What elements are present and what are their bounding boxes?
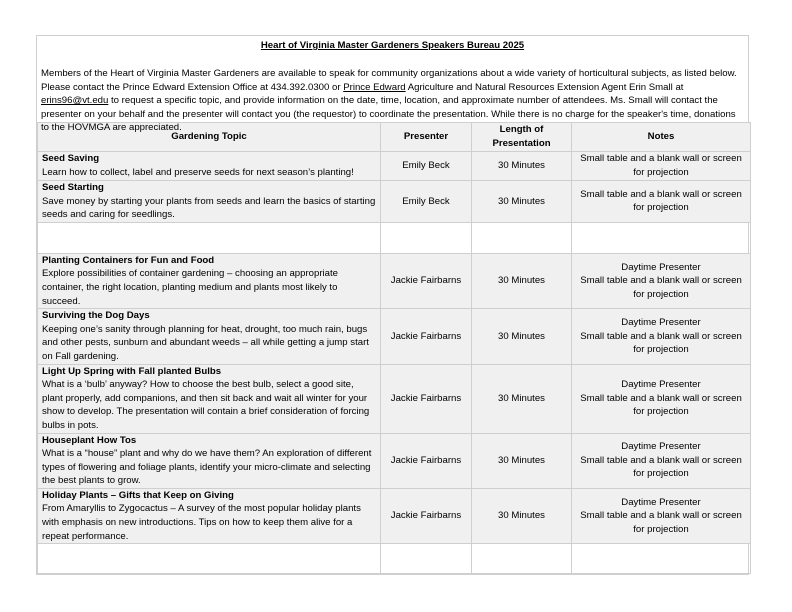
topic-title: Houseplant How Tos (42, 434, 137, 446)
empty-row (38, 222, 751, 253)
table-row (38, 152, 751, 181)
presenter-cell: Jackie Fairbarns (381, 364, 472, 433)
notes-daytime: Daytime Presenter (621, 261, 701, 273)
notes-requirements: Small table and a blank wall or screen for projection (580, 392, 742, 418)
presenter-cell: Emily Beck (381, 181, 472, 223)
length-cell: 30 Minutes (472, 152, 572, 181)
empty-cell (381, 544, 472, 574)
notes-requirements: Small table and a blank wall or screen for projection (580, 454, 742, 480)
notes-requirements: Small table and a blank wall or screen for projection (580, 188, 742, 214)
topic-title: Surviving the Dog Days (42, 310, 150, 322)
intro-paragraph (37, 56, 748, 134)
notes-cell (572, 433, 751, 488)
notes-requirements: Small table and a blank wall or screen for projection (580, 510, 742, 535)
empty-cell (472, 544, 572, 574)
empty-cell (572, 544, 751, 574)
topic-title: Holiday Plants – Gifts that Keep on Giving (42, 489, 234, 501)
header-notes: Notes (572, 123, 751, 152)
topic-description: Explore possibilities of container gardening – choosing an appropriate container, the right location, planting medium and plants most likely to succeed. (42, 268, 338, 307)
topics-table (37, 122, 751, 574)
length-cell: 30 Minutes (472, 488, 572, 543)
intro-text-1: Members of the Heart of Virginia Master Gardeners are available to speak for community organizations about a wide variety of horticultural subjects, as listed below. Please contact the Prince Edward Extension Office at 434.392.0300 or (41, 68, 737, 93)
notes-daytime: Daytime Presenter (621, 379, 701, 391)
intro-text-2: Agriculture and Natural Resources Extension Agent Erin Small at (405, 81, 684, 93)
empty-cell (381, 222, 472, 253)
topic-title: Planting Containers for Fun and Food (42, 254, 215, 266)
topic-cell (38, 433, 381, 488)
topic-description: Learn how to collect, label and preserve seeds for next season’s planting! (42, 167, 354, 178)
notes-cell (572, 488, 751, 543)
presenter-cell: Jackie Fairbarns (381, 488, 472, 543)
notes-cell (572, 181, 751, 223)
empty-row (38, 544, 751, 574)
topic-cell (38, 309, 381, 364)
presenter-cell: Jackie Fairbarns (381, 253, 472, 308)
notes-daytime: Daytime Presenter (621, 441, 701, 453)
topic-cell (38, 253, 381, 308)
empty-cell (472, 222, 572, 253)
empty-cell (38, 222, 381, 253)
topic-title: Seed Saving (42, 153, 100, 165)
topic-description: From Amaryllis to Zygocactus – A survey of the most popular holiday plants with emphasis on new introductions. Tips on how to keep them alive for a repeat performance. (42, 503, 361, 542)
notes-cell (572, 364, 751, 433)
notes-cell (572, 309, 751, 364)
topic-title: Seed Starting (42, 182, 104, 193)
table-row (38, 488, 751, 543)
table-row (38, 433, 751, 488)
notes-daytime: Daytime Presenter (621, 496, 701, 508)
presenter-cell: Jackie Fairbarns (381, 433, 472, 488)
table-row (38, 253, 751, 308)
notes-daytime: Daytime Presenter (621, 316, 701, 328)
length-cell: 30 Minutes (472, 364, 572, 433)
empty-cell (572, 222, 751, 253)
notes-cell (572, 253, 751, 308)
table-row (38, 181, 751, 223)
header-presenter: Presenter (381, 123, 472, 152)
length-cell: 30 Minutes (472, 253, 572, 308)
notes-requirements: Small table and a blank wall or screen for projection (580, 153, 742, 178)
intro-text-3: to request a specific topic, and provide information on the date, time, location, and approximate number of attendees. Ms. Small will contact the presenter on your behalf and the presenter will contact you (the requestor) to coordinate the presentation. While there is no charge for the speaker's time, donations to the HOVMGA are appreciated. (41, 95, 736, 134)
speakers-bureau-sheet (36, 35, 749, 575)
table-row (38, 364, 751, 433)
topic-description: Keeping one’s sanity through planning for heat, drought, too much rain, bugs and other pests, sunburn and abundant weeds – all while getting a jump start on Fall gardening. (42, 323, 369, 362)
empty-cell (38, 544, 381, 574)
topic-cell (38, 181, 381, 223)
notes-cell (572, 152, 751, 181)
topic-cell (38, 152, 381, 181)
header-length: Length of Presentation (472, 123, 572, 152)
notes-requirements: Small table and a blank wall or screen for projection (580, 275, 742, 300)
topic-description: What is a ‘bulb’ anyway? How to choose the best bulb, select a good site, plant properly, add companions, and then sit back and wait all winter for your show to develop. The presentation will contain a brief consideration of forcing bulbs in pots. (42, 379, 370, 431)
topic-title: Light Up Spring with Fall planted Bulbs (42, 365, 222, 377)
notes-requirements: Small table and a blank wall or screen for projection (580, 330, 742, 356)
length-cell: 30 Minutes (472, 181, 572, 223)
header-topic: Gardening Topic (38, 123, 381, 152)
prince-edward-link[interactable]: Prince Edward (343, 81, 406, 93)
length-cell: 30 Minutes (472, 309, 572, 364)
email-link[interactable]: erins96@vt.edu (41, 95, 109, 107)
topic-description: Save money by starting your plants from seeds and learn the basics of starting seeds and caring for seedlings. (42, 195, 376, 221)
presenter-cell: Emily Beck (381, 152, 472, 181)
topic-description: What is a “house” plant and why do we have them? An exploration of different types of flowering and foliage plants, identify your micro-climate and selecting the best plants to grow. (42, 448, 372, 487)
topic-cell (38, 364, 381, 433)
table-row (38, 309, 751, 364)
length-cell: 30 Minutes (472, 433, 572, 488)
page-title: Heart of Virginia Master Gardeners Speakers Bureau 2025 (260, 40, 525, 51)
presenter-cell: Jackie Fairbarns (381, 309, 472, 364)
topic-cell (38, 488, 381, 543)
